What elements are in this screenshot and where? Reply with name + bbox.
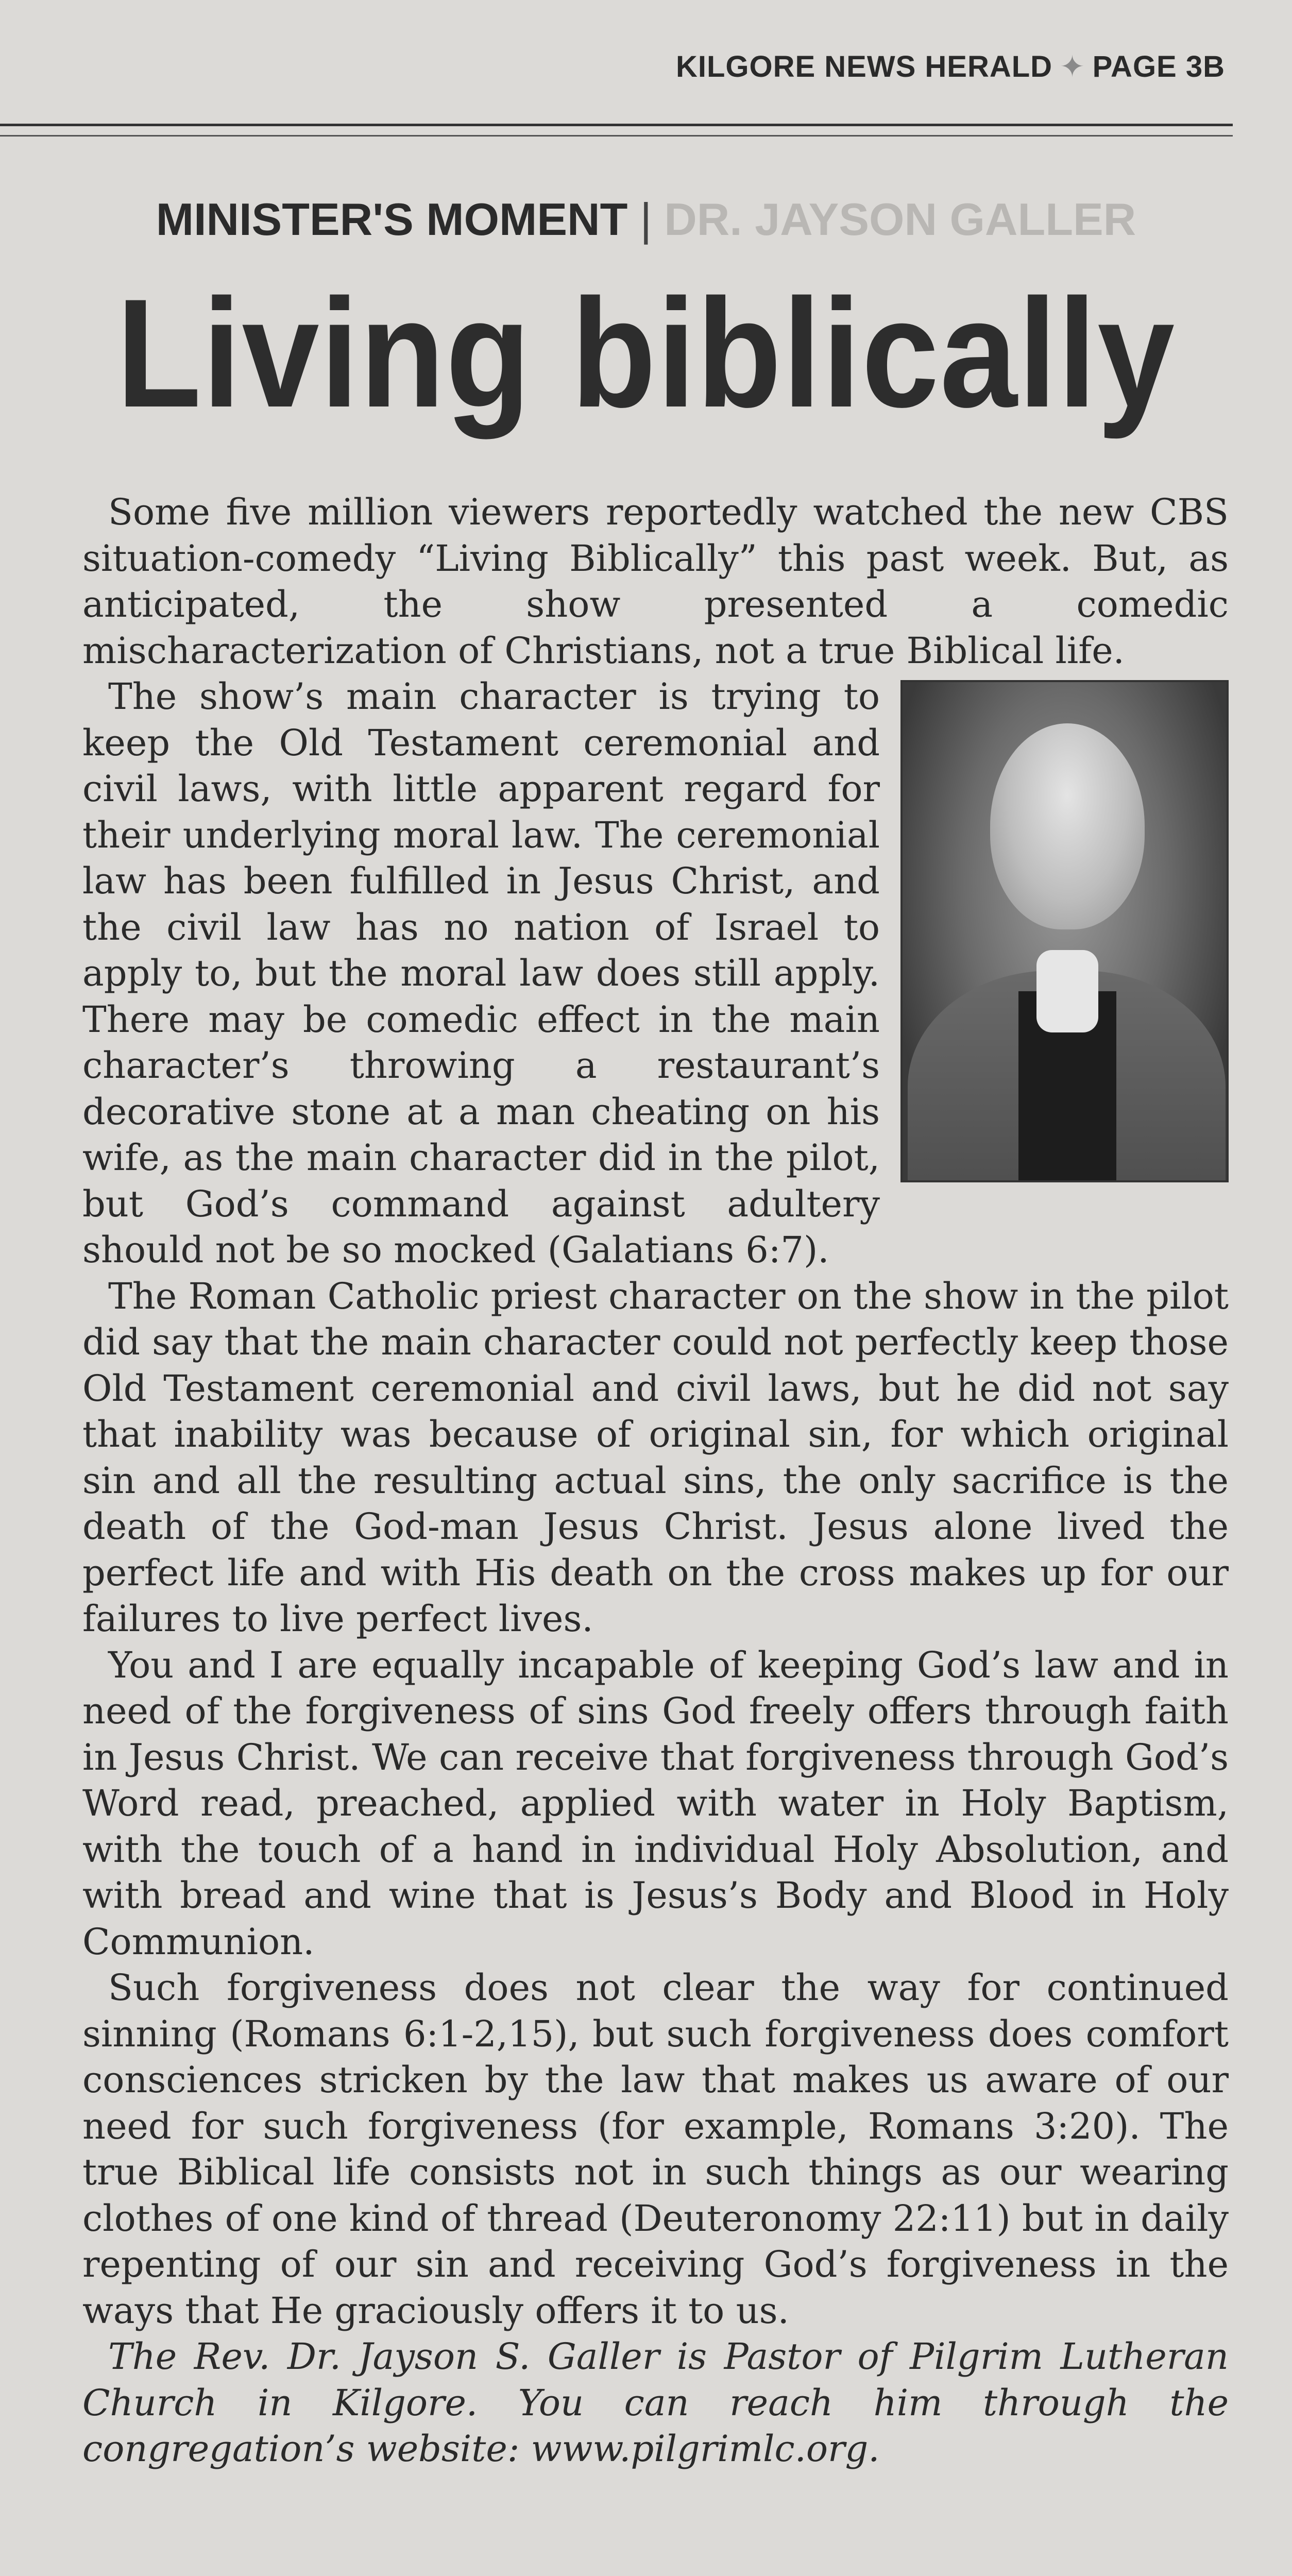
tagline-text: The Rev. Dr. Jayson S. Galler is Pastor of Pilgrim Lutheran Church in Kilgore. You can reach him through the congregation’s website: www.pilgrimlc.org.: [82, 2335, 1229, 2470]
header-rule-bottom: [0, 135, 1233, 137]
paragraph-5: Such forgiveness does not clear the way for continued sinning (Romans 6:1-2,15), but such forgiveness does comfort consciences stricken by the law that makes us aware of our need for such forgiveness (for example, Romans 3:20). The true Biblical life consists not in such things as our wearing clothes of one kind of thread (Deuteronomy 22:11) but in daily repenting of our sin and receiving God’s forgiveness in the ways that He graciously offers it to us.: [82, 1967, 1229, 2332]
page-number: PAGE 3B: [1092, 50, 1225, 83]
paragraph-2: The show’s main character is trying to keep the Old Testament ceremonial and civil laws, with little apparent regard for their underlying moral law. The ceremonial law has been fulfilled in Jesus Christ, and the civil law has no nation of Israel to apply to, but the moral law does still apply. There may be comedic effect in the main character’s throwing a restaurant’s decorative stone at a man cheating on his wife, as the main character did in the pilot, but God’s command against adultery should not be so mocked (Galatians 6:7).: [82, 675, 880, 1271]
paragraph-3: The Roman Catholic priest character on the show in the pilot did say that the main character could not perfectly keep those Old Testament ceremonial and civil laws, but he did not say that inability was because of original sin, for which original sin and all the resulting actual sins, the only sacrifice is the death of the God-man Jesus Christ. Jesus alone lived the perfect life and with His death on the cross makes up for our failures to live perfect lives.: [82, 1275, 1229, 1640]
photo-head: [990, 723, 1145, 929]
author-tagline: [82, 2334, 1229, 2472]
author-byline: DR. JAYSON GALLER: [664, 194, 1136, 245]
section-name: MINISTER'S MOMENT: [156, 194, 628, 245]
header-rule-top: [0, 124, 1233, 126]
article-body: [82, 489, 1229, 2472]
paragraph-4: You and I are equally incapable of keeping God’s law and in need of the forgiveness of sins God freely offers through faith in Jesus Christ. We can receive that forgiveness through God’s Word read, preached, applied with water in Holy Baptism, with the touch of a hand in individual Holy Absolution, and with bread and wine that is Jesus’s Body and Blood in Holy Communion.: [82, 1643, 1229, 1963]
masthead: [676, 49, 1225, 84]
paragraph-1: Some five million viewers reportedly watched the new CBS situation-comedy “Living Biblically” this past week. But, as anticipated, the show presented a comedic mischaracterization of Christians, not a true Biblical life.: [82, 491, 1229, 672]
author-photo: [900, 680, 1229, 1182]
diamond-separator-icon: ✦: [1060, 50, 1085, 83]
headline: Living biblically: [116, 266, 1176, 439]
paper-name: KILGORE NEWS HERALD: [675, 50, 1053, 83]
photo-collar: [1036, 950, 1098, 1032]
kicker-separator: |: [640, 194, 652, 245]
column-kicker: [0, 193, 1292, 246]
